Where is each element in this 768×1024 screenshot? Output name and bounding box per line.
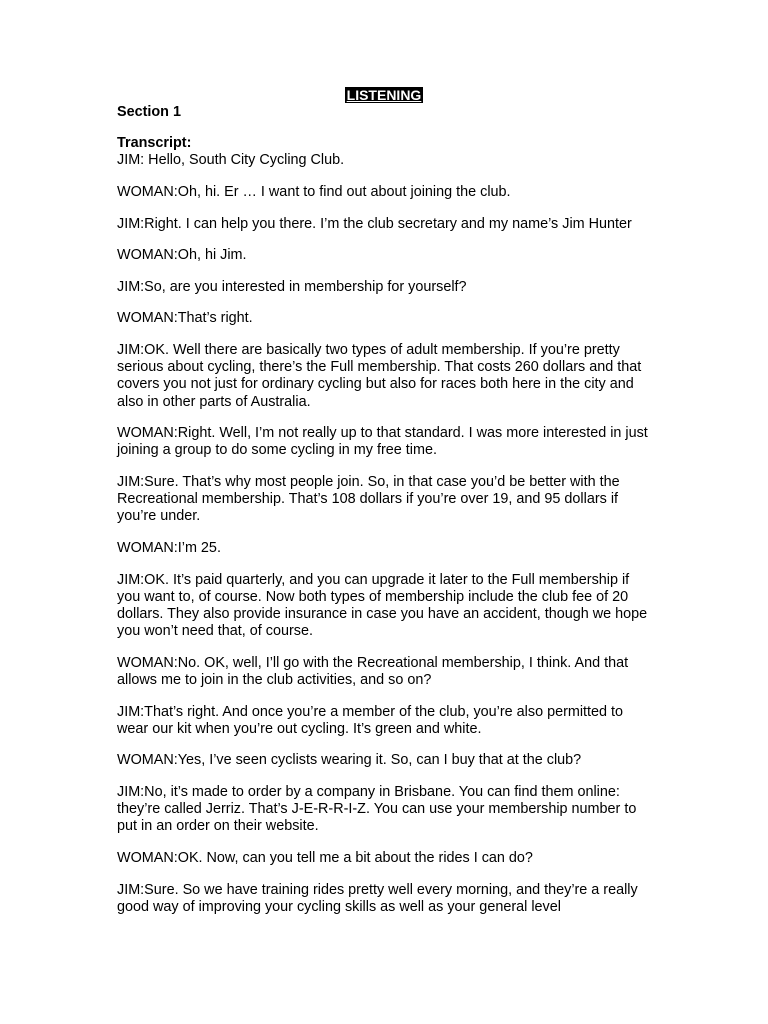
transcript-paragraph: JIM:Sure. So we have training rides pretty well every morning, and they’re a really good way of improving your cycling skills as well as your general level xyxy=(117,881,638,915)
transcript-label: Transcript: xyxy=(117,135,192,152)
transcript-paragraph: JIM:No, it’s made to order by a company in Brisbane. You can find them online: they’re called Jerriz. That’s J-E-R-R-I-Z. You can use your membership number to put in an order on their website. xyxy=(117,783,637,835)
transcript-paragraph: JIM:So, are you interested in membership for yourself? xyxy=(117,278,467,295)
transcript-paragraph: JIM: Hello, South City Cycling Club. xyxy=(117,152,345,169)
transcript-paragraph: JIM:Right. I can help you there. I’m the club secretary and my name’s Jim Hunter xyxy=(117,215,632,232)
title-heading xyxy=(0,87,768,104)
document-body xyxy=(117,104,652,930)
transcript-paragraph: WOMAN:Right. Well, I’m not really up to that standard. I was more interested in just joining a group to do some cycling in my free time. xyxy=(117,425,648,459)
transcript-paragraph: WOMAN:I’m 25. xyxy=(117,539,221,556)
transcript-paragraph: WOMAN:Yes, I’ve seen cyclists wearing it. So, can I buy that at the club? xyxy=(117,752,582,769)
transcript-paragraph: JIM:That’s right. And once you’re a member of the club, you’re also permitted to wear our kit when you’re out cycling. It’s green and white. xyxy=(117,703,624,737)
transcript-paragraph: WOMAN:Oh, hi. Er … I want to find out about joining the club. xyxy=(117,184,511,200)
transcript-paragraph: WOMAN:OK. Now, can you tell me a bit about the rides I can do? xyxy=(117,849,533,866)
transcript-paragraph: WOMAN:That’s right. xyxy=(117,310,253,327)
transcript-paragraph: WOMAN:Oh, hi Jim. xyxy=(117,247,247,264)
transcript-paragraph: JIM:OK. It’s paid quarterly, and you can upgrade it later to the Full membership if you want to, of course. Now both types of membership include the club fee of 20 dollars. They also provide insurance in case you have an accident, though we hope you won’t need that, of course. xyxy=(117,571,648,640)
title-text: LISTENING xyxy=(346,87,422,103)
transcript-paragraph: JIM:Sure. That’s why most people join. So, in that case you’d be better with the Recreational membership. That’s 108 dollars if you’re over 19, and 95 dollars if you’re under. xyxy=(117,473,620,525)
transcript-paragraph: WOMAN:No. OK, well, I’ll go with the Recreational membership, I think. And that allows me to join in the club activities, and so on? xyxy=(117,654,629,688)
transcript-paragraph: JIM:OK. Well there are basically two types of adult membership. If you’re pretty serious about cycling, there’s the Full membership. That costs 260 dollars and that covers you not just for ordinary cycling but also for races both here in the city and also in other parts of Australia. xyxy=(117,341,642,410)
section-heading: Section 1 xyxy=(117,104,181,120)
